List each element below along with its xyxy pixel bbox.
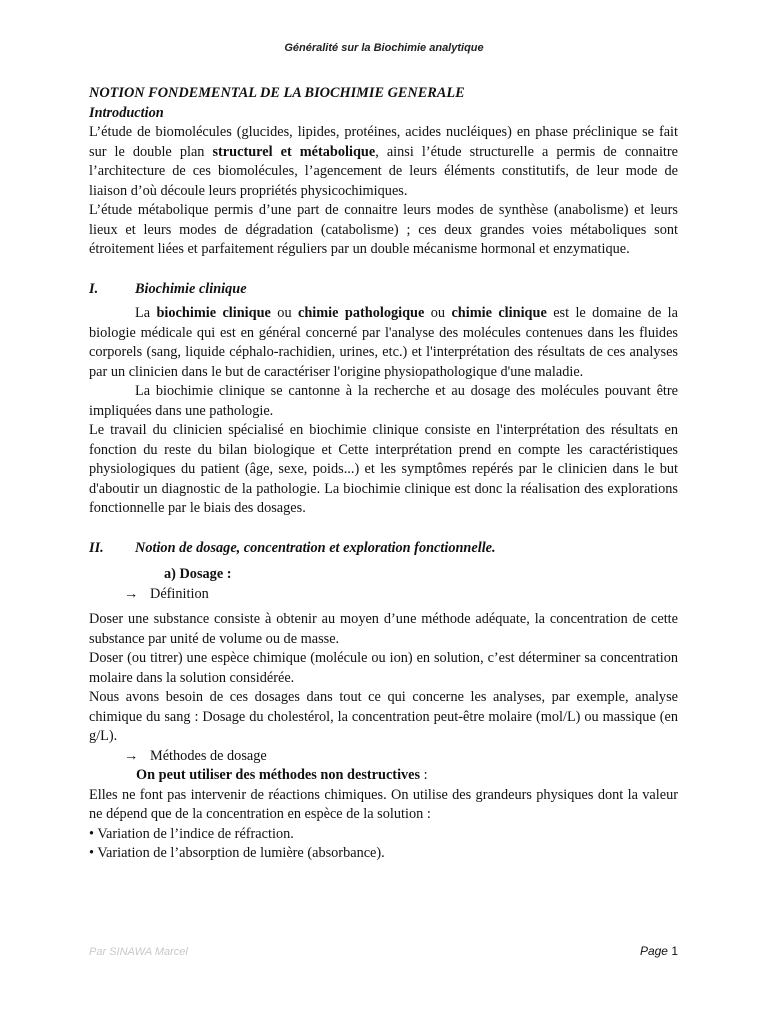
section-2-paragraph-4: Elles ne font pas intervenir de réactions chimiques. On utilise des grandeurs physiques dont la valeur ne dépend que de la concentration en espèce de la solution :	[89, 786, 678, 822]
section-2-paragraph-2: Doser (ou titrer) une espèce chimique (molécule ou ion) en solution, c’est déterminer sa concentration molaire dans la solution considérée.	[89, 650, 678, 686]
section-1-heading	[89, 280, 678, 300]
section-title: Notion de dosage, concentration et exploration fonctionnelle.	[135, 539, 496, 556]
definition-line	[89, 585, 678, 605]
methods-bold-line	[89, 766, 678, 786]
arrow-right-icon: →	[124, 747, 139, 764]
section-1-paragraph-2: La biochimie clinique se cantonne à la recherche et au dosage des molécules pouvant être impliquées dans une pathologie.	[89, 383, 678, 419]
methods-line	[89, 747, 678, 767]
methods-label: Méthodes de dosage	[150, 747, 267, 764]
introduction-paragraph-2: L’étude métabolique permis d’une part de connaitre leurs modes de synthèse (anabolisme) et leurs lieux et leurs modes de dégradation (catabolisme) ; ces deux grandes voies métaboliques sont étroitement liées et parfaitement réguliers par un double mécanisme hormonal et enzymatique.	[89, 202, 678, 257]
bullet-item: • Variation de l’indice de réfraction.	[89, 825, 294, 842]
text-run-bold: chimie pathologique	[298, 305, 425, 321]
section-2-heading	[89, 539, 678, 559]
spacer	[89, 558, 678, 565]
section-number: II.	[89, 539, 104, 556]
text-run-bold: chimie clinique	[451, 305, 547, 321]
running-header: Généralité sur la Biochimie analytique	[284, 42, 484, 54]
section-title: Biochimie clinique	[135, 280, 247, 297]
text-run: , ainsi l’étude structurelle a permis de connaitre l’architecture de ces biomolécules, l’agencement de leurs éléments constitutifs, de leur mode de liaison d’où découle leurs propriétés physicochimiques.	[89, 143, 679, 199]
section-1-paragraph-3: Le travail du clinicien spécialisé en biochimie clinique consiste en l'interprétation des résultats en fonction du reste du bilan biologique et Cette interprétation prend en compte les caractéristiques physiologiques du patient (âge, sexe, poids...) et les symptômes repérés par le clinicien dans le but d'aboutir un diagnostic de la pathologie. La biochimie clinique est donc la réalisation des explorations fonctionnelle par le biais des dosages.	[89, 422, 678, 516]
page-number-value: 1	[671, 944, 678, 958]
page-content	[89, 84, 678, 864]
section-1-paragraph-1	[89, 304, 678, 382]
introduction-heading: Introduction	[89, 104, 164, 121]
spacer	[89, 519, 678, 539]
section-2-paragraph-3: Nous avons besoin de ces dosages dans tout ce qui concerne les analyses, par exemple, analyse chimique du sang : Dosage du cholestérol, la concentration peut-être molaire (mol/L) ou massique (en g/L).	[89, 689, 678, 744]
text-run-bold: biochimie clinique	[156, 305, 271, 321]
text-run: L’étude de biomolécules (glucides, lipides, protéines, acides nucléiques) en phase préclinique se fait sur le double plan	[89, 124, 678, 160]
definition-label: Définition	[150, 585, 209, 602]
text-run: est le domaine de la biologie médicale qui est en général concerné par l'analyse des molécules contenues dans les fluides corporels (sang, liquide céphalo-rachidien, urines, etc.) et l'interprétation des résultats de ces analyses par un clinicien dans le but de caractériser l'origine physiopathologique d'une maladie.	[89, 305, 678, 380]
bullet-item: • Variation de l’absorption de lumière (absorbance).	[89, 845, 385, 861]
section-2-paragraph-1: Doser une substance consiste à obtenir au moyen d’une méthode adéquate, la concentration de cette substance par unité de volume ou de masse.	[89, 611, 678, 647]
text-run: ou	[270, 305, 298, 321]
text-run: :	[420, 767, 428, 783]
introduction-paragraph-1	[89, 123, 678, 201]
arrow-right-icon: →	[124, 585, 139, 602]
section-number: I.	[89, 280, 99, 297]
text-run-bold: structurel et métabolique	[212, 143, 376, 160]
footer-author: Par SINAWA Marcel	[89, 946, 188, 958]
subsection-a-heading: a) Dosage :	[164, 566, 232, 582]
spacer	[89, 260, 678, 280]
text-run-bold: On peut utiliser des méthodes non destructives	[136, 767, 421, 783]
text-run: La	[135, 305, 157, 321]
main-title: NOTION FONDEMENTAL DE LA BIOCHIMIE GENERALE	[89, 85, 465, 101]
page-number	[640, 944, 678, 958]
text-run: ou	[424, 305, 452, 321]
page-label: Page	[639, 944, 668, 958]
